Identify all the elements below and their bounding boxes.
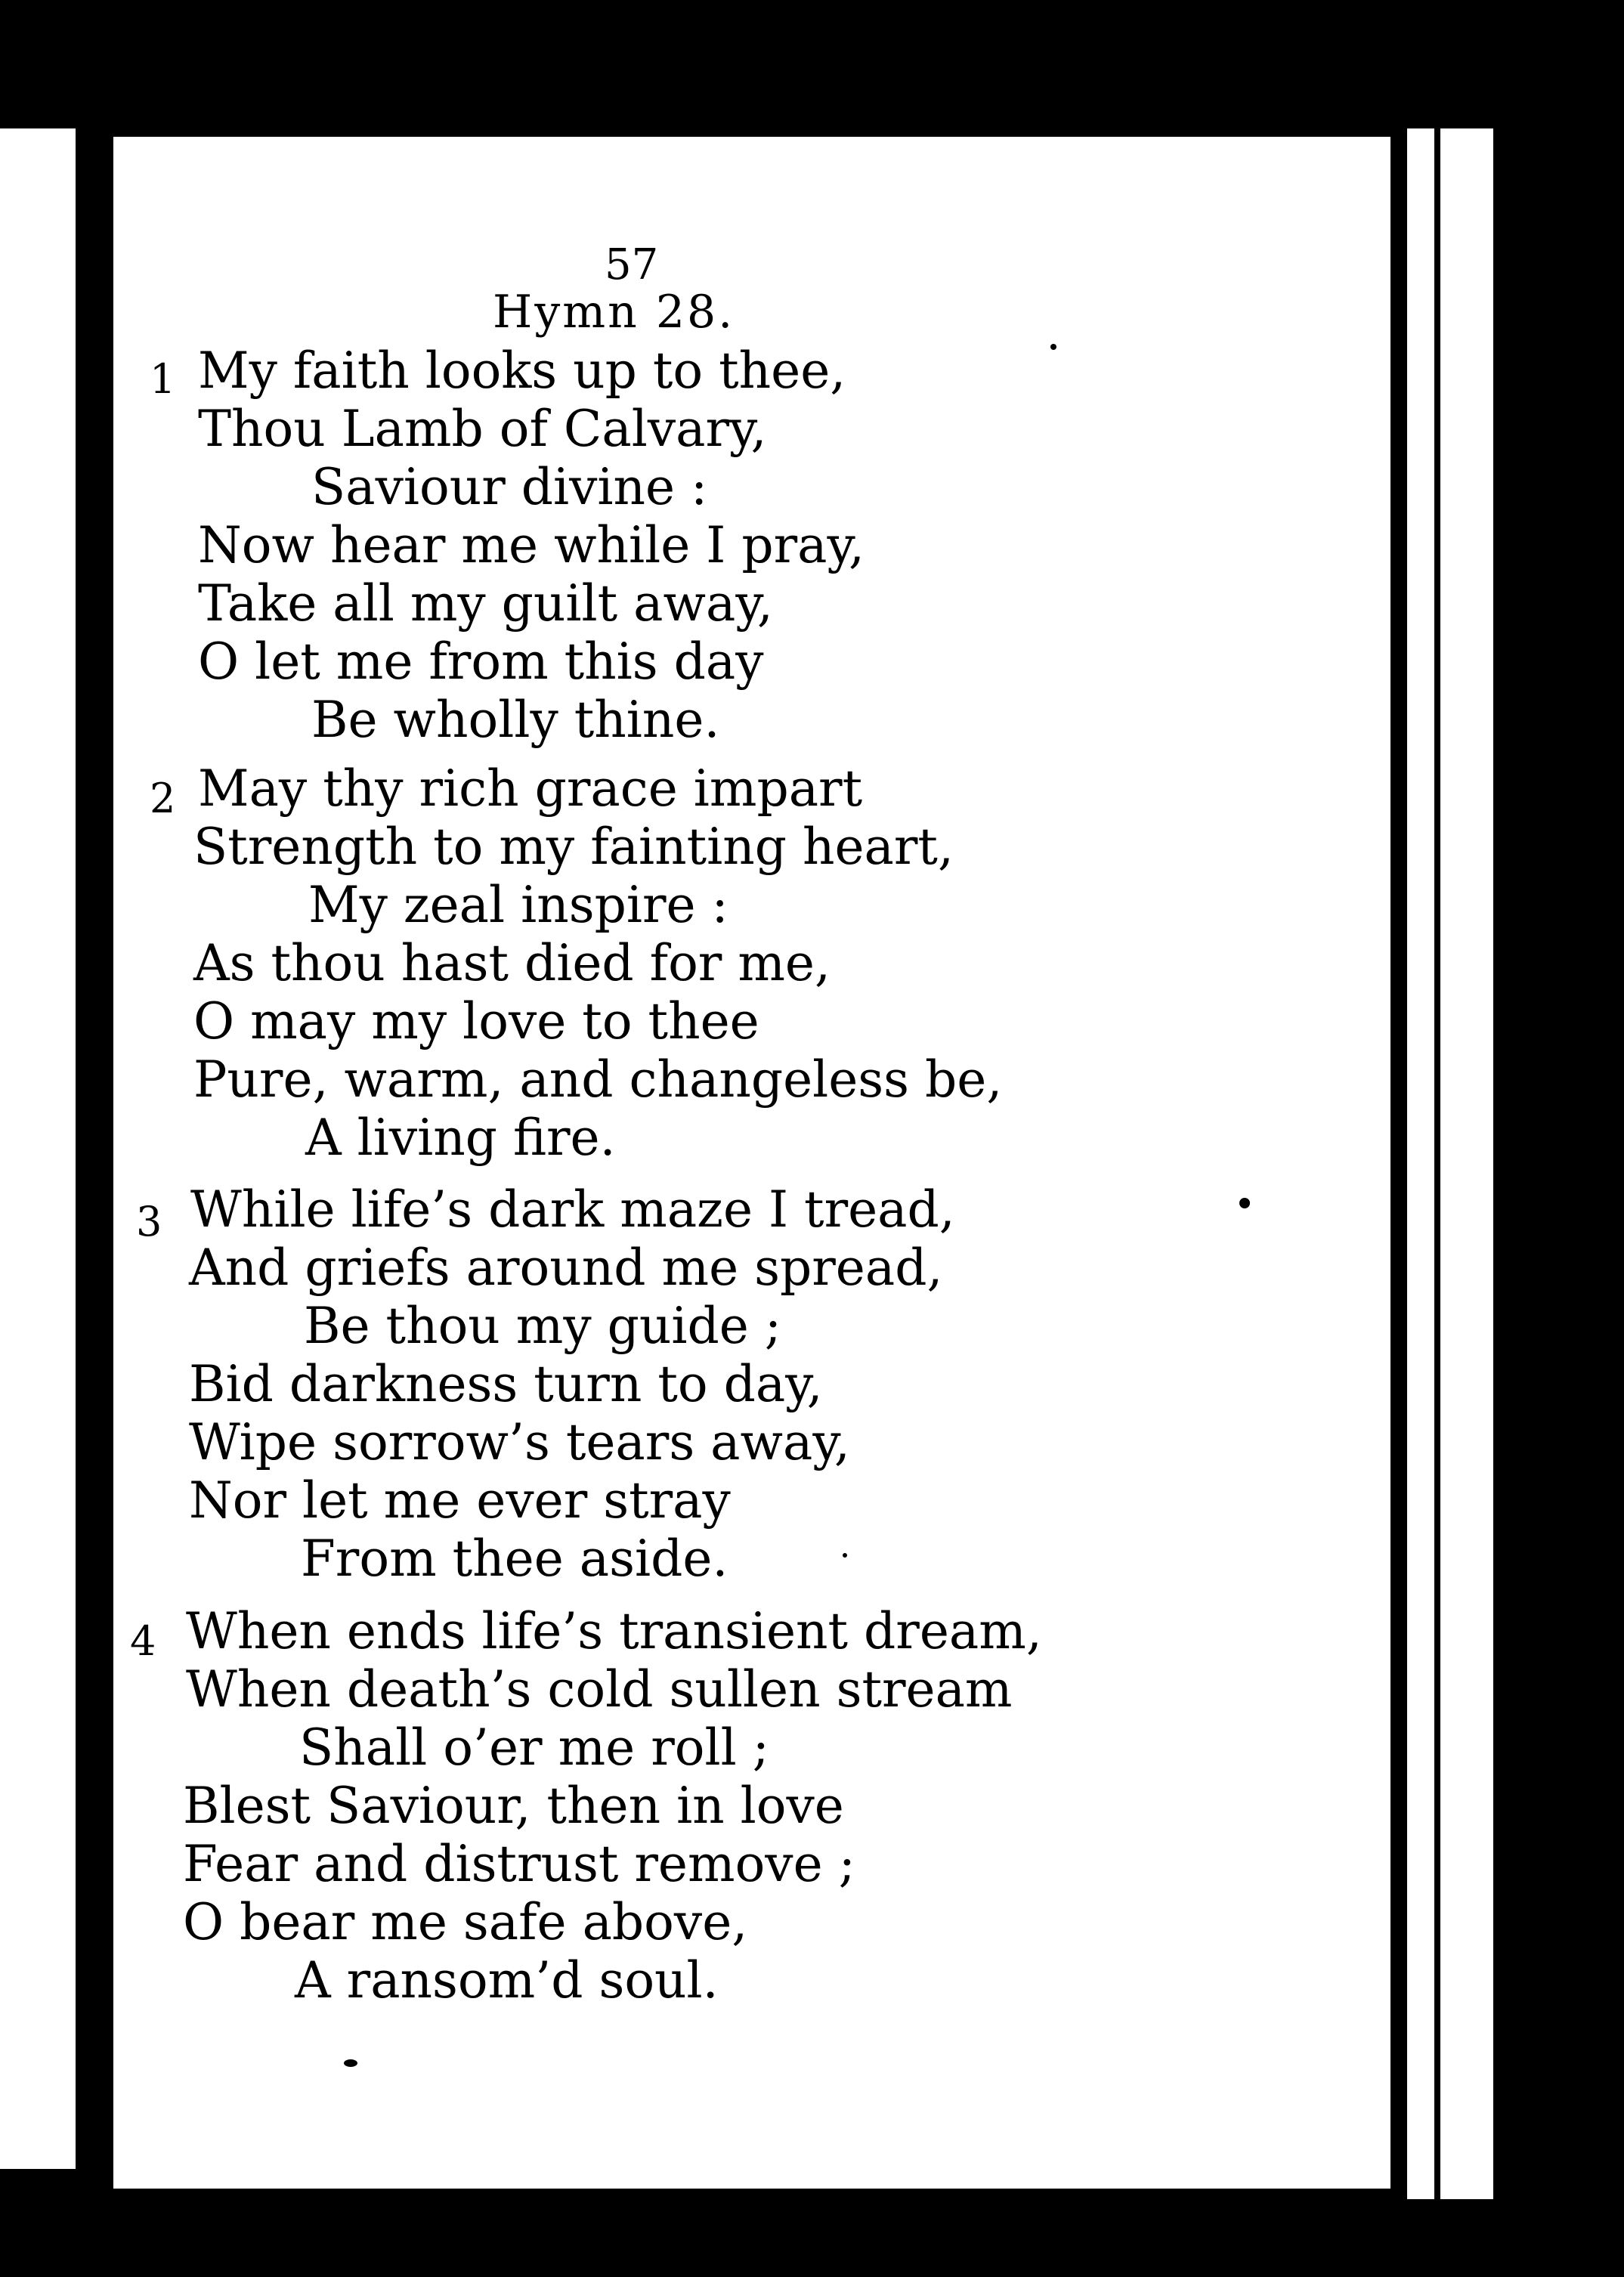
page-number: 57 [605,240,659,289]
verse-line: Bid darkness turn to day, [189,1355,823,1413]
verse-line: O let me from this day [198,633,764,691]
page-edge-strip [1407,128,1434,2199]
verse-line: Strength to my fainting heart, [193,818,954,876]
verse-line: Shall o’er me roll ; [299,1719,769,1777]
page-edge-strip [1440,128,1493,2199]
verse-line: A ransom’d soul. [295,1951,719,2009]
verse-line: Now hear me while I pray, [198,516,865,574]
verse-line: While life’s dark maze I tread, [190,1180,955,1239]
page-edge-shadow [1392,159,1404,2169]
facing-page-edge [0,128,85,2169]
verse-line: May thy rich grace impart [198,760,863,818]
verse-line: A living fire. [305,1109,616,1167]
stanza-number: 3 [136,1198,162,1245]
verse-line: When death’s cold sullen stream [186,1660,1013,1719]
stanza-number: 1 [150,355,176,403]
hymn-title: Hymn 28. [493,286,735,339]
verse-line: My zeal inspire : [308,876,728,934]
print-speck [1050,344,1056,350]
verse-line: As thou hast died for me, [193,934,831,992]
verse-line: And griefs around me spread, [189,1239,943,1297]
verse-line: Be thou my guide ; [304,1297,782,1355]
verse-line: Thou Lamb of Calvary, [198,400,767,458]
verse-line: O may my love to thee [193,992,759,1050]
verse-line: Take all my guilt away, [198,574,773,633]
page-edge-shadow [1436,159,1440,2169]
verse-line: Wipe sorrow’s tears away, [189,1413,850,1471]
stanza-number: 2 [150,775,176,822]
verse-line: Fear and distrust remove ; [183,1835,855,1893]
print-speck [1239,1198,1250,1208]
verse-line: When ends life’s transient dream, [186,1602,1042,1660]
stanza-number: 4 [130,1617,156,1665]
verse-line: From thee aside. [301,1530,728,1588]
verse-line: Nor let me ever stray [189,1471,731,1530]
print-speck [843,1553,847,1558]
verse-line: O bear me safe above, [183,1893,748,1951]
verse-line: Blest Saviour, then in love [183,1777,844,1835]
verse-line: My faith looks up to thee, [198,342,846,400]
print-speck [344,2059,357,2067]
verse-line: Pure, warm, and changeless be, [193,1050,1003,1109]
verse-line: Saviour divine : [311,458,708,516]
verse-line: Be wholly thine. [311,691,720,749]
